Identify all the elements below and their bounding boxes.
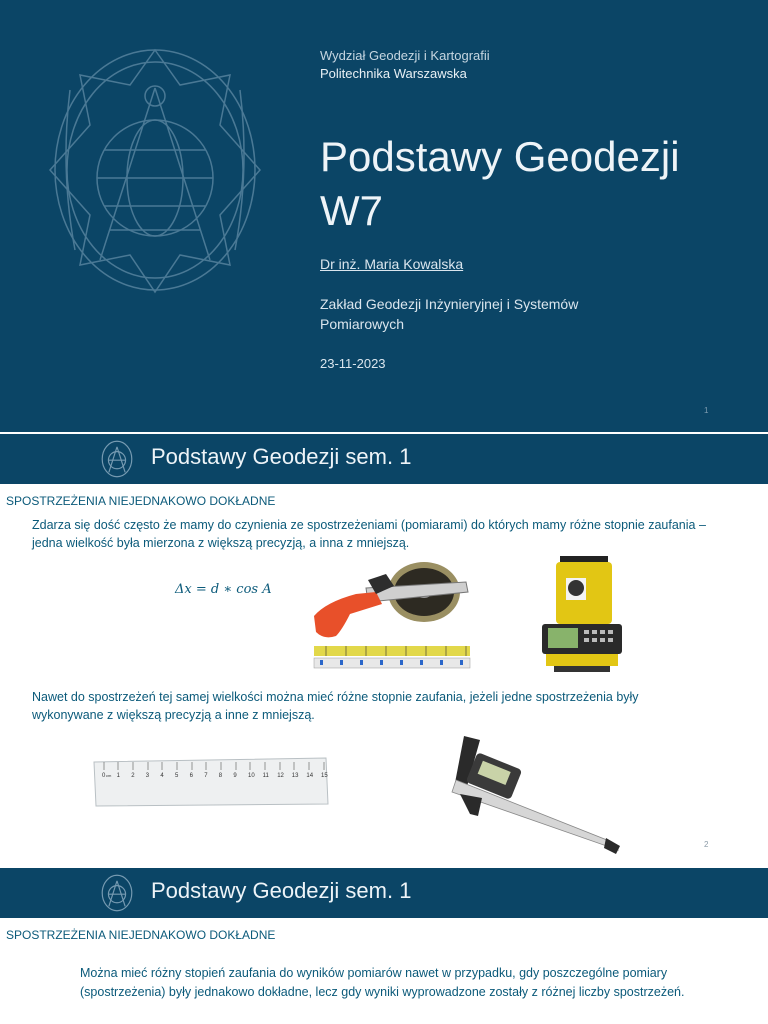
ruler-tick-label: 1	[116, 773, 120, 779]
slide-number: 2	[704, 840, 709, 849]
slide-header-title: Podstawy Geodezji sem. 1	[151, 444, 412, 469]
university-emblem-icon	[100, 872, 134, 914]
section-title: SPOSTRZEŻENIA NIEJEDNAKOWO DOKŁADNE	[6, 928, 276, 942]
presentation-title: Podstawy Geodezji W7	[320, 133, 680, 234]
ruler-tick-label: 14	[306, 773, 314, 779]
department-name: Zakład Geodezji Inżynieryjnej i Systemów Pomiarowych	[320, 296, 579, 332]
ruler-tick-label: 10	[248, 773, 255, 779]
ruler-tick-label: 12	[277, 773, 284, 779]
content-slide-2	[0, 434, 768, 866]
ruler-tick-label: 7	[204, 773, 208, 779]
ruler-tick-label: 11	[262, 773, 269, 779]
ruler-tick-label: 4	[160, 773, 164, 779]
ruler-unit-label: cm	[106, 773, 112, 778]
slide-header-title: Podstawy Geodezji sem. 1	[151, 878, 412, 903]
ruler-tick-label: 0	[102, 773, 106, 779]
body-paragraph: Nawet do spostrzeżeń tej samej wielkości można mieć różne stopnie zaufania, jeżeli jedne spostrzeżenia były wykonywane z większą precyzją a inne z mniejszą.	[32, 690, 639, 722]
body-paragraph: Można mieć różny stopień zaufania do wyników pomiarów nawet w przypadku, gdy poszczególne pomiary (spostrzeżenia) były jednakowo dokładne, lecz gdy wyniki wyprowadzone zostały z różnej liczby spostrzeżeń.	[80, 966, 685, 999]
ruler-tick-label: 3	[145, 773, 150, 779]
ruler-image	[90, 754, 330, 810]
measuring-tape-image	[306, 552, 476, 674]
university-name: Politechnika Warszawska	[320, 66, 467, 81]
ruler-tick-label: 5	[175, 773, 179, 779]
content-slide-3	[0, 868, 768, 1024]
presentation-date: 23-11-2023	[320, 356, 386, 371]
ruler-tick-label: 2	[131, 773, 135, 779]
body-paragraph: Zdarza się dość często że mamy do czynienia ze spostrzeżeniami (pomiarami) do których mamy różne stopnie zaufania – jedna wielkość była mierzona z większą precyzją, a inna z mniejszą.	[32, 518, 706, 550]
slide-header	[0, 868, 768, 918]
author-link[interactable]: Dr inż. Maria Kowalska	[320, 256, 464, 272]
section-title: SPOSTRZEŻENIA NIEJEDNAKOWO DOKŁADNE	[6, 494, 276, 508]
ruler-tick-label: 6	[189, 773, 193, 779]
title-slide	[0, 0, 768, 432]
ruler-tick-label: 15	[321, 773, 328, 779]
slide-header	[0, 434, 768, 484]
university-emblem-icon	[40, 30, 270, 310]
digital-caliper-image	[436, 730, 626, 860]
slide-number: 1	[704, 406, 709, 415]
university-emblem-icon	[100, 438, 134, 480]
total-station-image	[536, 552, 628, 674]
faculty-name: Wydział Geodezji i Kartografii	[320, 48, 490, 63]
ruler-tick-label: 9	[233, 773, 237, 779]
ruler-tick-label: 8	[218, 773, 223, 779]
ruler-tick-label: 13	[291, 773, 299, 779]
formula: Δx = d ∗ cos A	[175, 582, 272, 597]
